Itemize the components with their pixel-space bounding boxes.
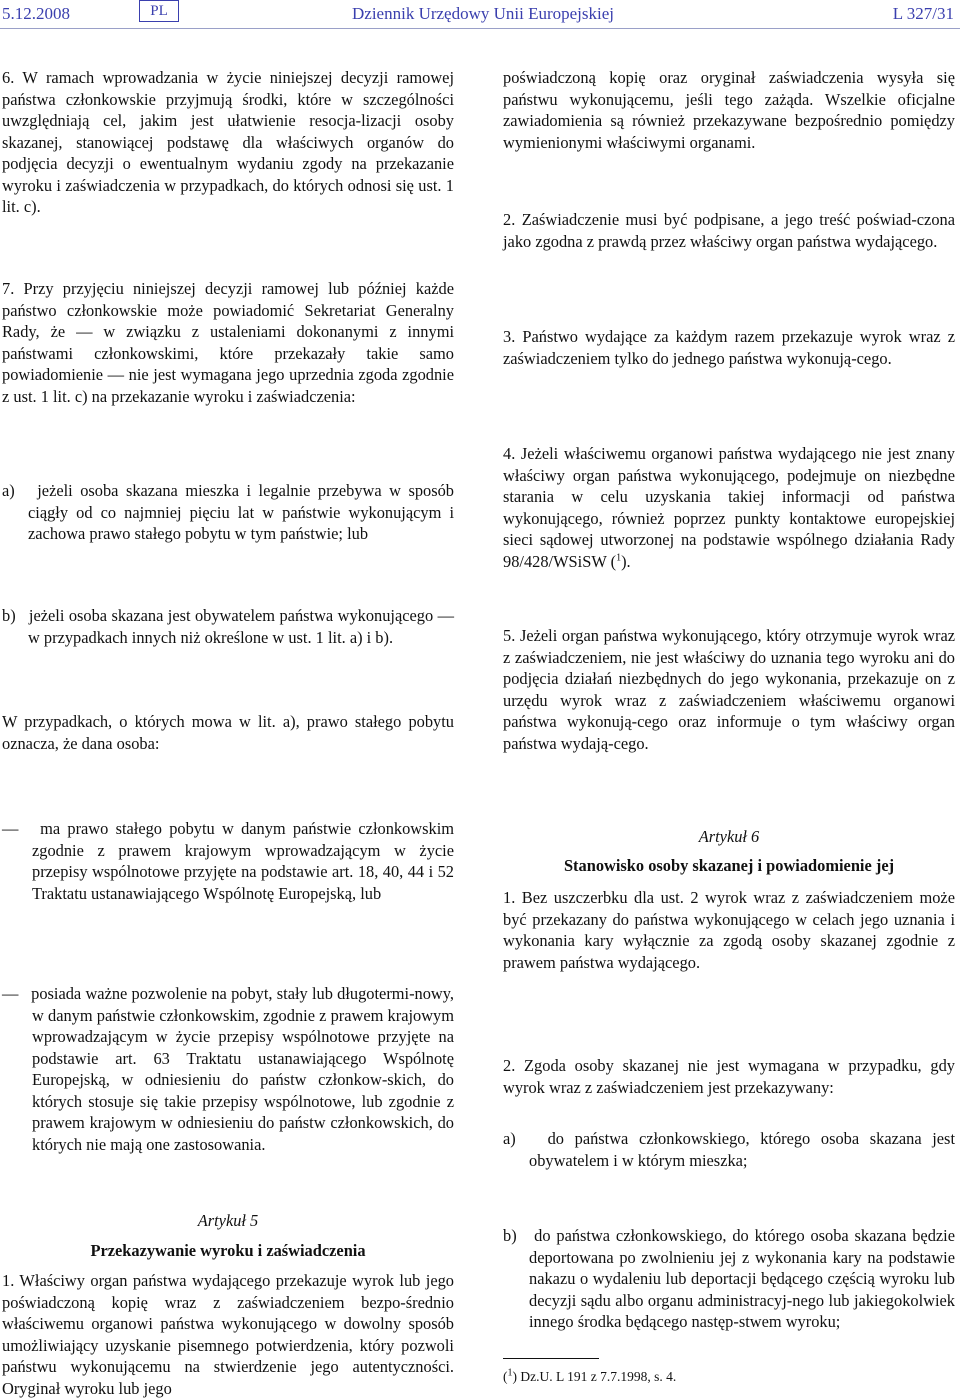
footnote-text: ) Dz.U. L 191 z 7.7.1998, s. 4.	[512, 1369, 677, 1384]
item-label: b)	[503, 1226, 517, 1245]
item-text: do państwa członkowskiego, do którego osoba skazana będzie deportowana po zwolnieniu jej z wykonania kary na podstawie nakazu o wydaleniu lub deportacji będącego częścią wyroku lub decyzji sądu albo organu administracyj-nego lub jakiegokolwiek innego środka będącego następ-stwem wyroku;	[529, 1226, 956, 1331]
footnote-open: (	[503, 1369, 508, 1384]
paragraph-7: 7. Przy przyjęciu niniejszej decyzji ramowej lub później każde państwo członkowskie może powiadomić Sekretariat Generalny Rady, że — w związku z ustaleniami dokonanymi z innymi państwami członkowskimi, które przekazały takie samo powiadomienie — nie jest wymagana jego uprzednia zgoda zgodnie z ust. 1 lit. c) na przekazanie wyroku i zaświadczenia:	[2, 279, 454, 406]
footnote	[503, 1368, 955, 1386]
dash-text: posiada ważne pozwolenie na pobyt, stały lub długotermi-nowy, w danym państwie członkowskim, zgodnie z prawem krajowym wprowadzającym w życie przepisy wspólnotowe przyjęte na podstawie art. 63 Traktatu ustanawiającego Wspólnotę Europejską, w odniesieniu do państw członkow-skich, do których stosuje się takie przepisy wspólnotowe, lub zgodnie z prawem krajowym w odniesieniu do państw członkowskich, do których nie mają one zastosowania.	[31, 984, 454, 1154]
dash-label: —	[2, 819, 19, 838]
permanent-residence-paragraph: W przypadkach, o których mowa w lit. a), prawo stałego pobytu oznacza, że dana osoba:	[2, 712, 454, 753]
article-6-paragraph-1: 1. Bez uszczerbku dla ust. 2 wyrok wraz z zaświadczeniem może być przekazany do państwa wykonującego w celach jego uznania i wykonania kary wyłącznie za zgodą osoby skazanej zgodnie z prawem państwa wydającego.	[503, 888, 955, 972]
publication-date: 5.12.2008	[2, 4, 70, 23]
item-label: a)	[2, 481, 15, 500]
footnote-rule	[503, 1358, 599, 1359]
page-header	[0, 0, 960, 34]
footnote-reference: 1	[616, 552, 622, 564]
footnote-number: 1	[507, 1367, 513, 1379]
page-reference: L 327/31	[892, 4, 954, 23]
article-5-paragraph-2: 2. Zaświadczenie musi być podpisane, a jego treść poświad-czona jako zgodna z prawdą przez właściwy organ państwa wydającego.	[503, 210, 955, 251]
item-text: jeżeli osoba skazana mieszka i legalnie przebywa w sposób ciągły od co najmniej pięciu lat w państwie wykonującym i zachowa prawo stałego pobytu w tym państwie; lub	[28, 481, 455, 543]
dash-text: ma prawo stałego pobytu w danym państwie członkowskim zgodnie z prawem krajowym wprowadzającym w życie przepisy wspólnotowe przyjęte na podstawie art. 18, 40, 44 i 52 Traktatu ustanawiającego Wspólnotę Europejską, lub	[32, 819, 455, 903]
list-item-b	[2, 605, 454, 648]
article-5-paragraph-1: 1. Właściwy organ państwa wydającego przekazuje wyrok lub jego poświadczoną kopię wraz z zaświadczeniem bezpo-średnio właściwemu organowi państwa wykonującego w dowolny sposób umożliwiający uzyskanie pisemnego potwierdzenia, który pozwoli państwu wykonującemu na stwierdzenie jego autentyczności. Oryginał wyroku lub jego	[2, 1271, 454, 1398]
dash-item-1	[2, 818, 454, 904]
article-6-title: Stanowisko osoby skazanej i powiadomienie jej	[563, 856, 895, 875]
article-6-item-a	[503, 1128, 955, 1171]
article-5-paragraph-5: 5. Jeżeli organ państwa wykonującego, który otrzymuje wyrok wraz z zaświadczeniem, nie jest właściwy do uznania tego wyroku ani do podjęcia działań niezbędnych do jego wykonania, przekazuje on z urzędu wyrok wraz z zaświadczeniem właściwemu organowi państwa wykonują-cego oraz informuje o tym właściwy organ państwa wydają-cego.	[503, 626, 955, 753]
item-text: do państwa członkowskiego, którego osoba skazana jest obywatelem i w którym mieszka;	[529, 1129, 955, 1170]
article-5-title: Przekazywanie wyroku i zaświadczenia	[90, 1241, 366, 1260]
paragraph-4-text: 4. Jeżeli właściwemu organowi państwa wydającego nie jest znany właściwy organ państwa wykonującego, podejmuje on niezbędne starania w celu uzyskania takiej informacji od państwa wykonującego, również poprzez punkty kontaktowe europejskiej sieci sądowej utworzonej na podstawie wspólnego działania Rady 98/428/WSiSW (	[503, 444, 955, 571]
article-6-number: Artykuł 6	[698, 827, 760, 846]
paragraph-4-end: ).	[621, 551, 631, 571]
article-6-item-b	[503, 1225, 955, 1333]
dash-item-2	[2, 983, 454, 1155]
list-item-a	[2, 480, 454, 545]
language-badge: PL	[139, 0, 179, 22]
item-text: jeżeli osoba skazana jest obywatelem państwa wykonującego — w przypadkach innych niż określone w ust. 1 lit. a) i b).	[28, 606, 455, 647]
article-5-paragraph-4	[503, 443, 955, 572]
article-5-continuation: poświadczoną kopię oraz oryginał zaświadczenia wysyła się państwu wykonującemu, jeśli tego zażąda. Wszelkie oficjalne zawiadomienia są również przekazywane bezpośrednio pomiędzy wymienionymi właściwymi organami.	[503, 68, 955, 152]
journal-title: Dziennik Urzędowy Unii Europejskiej	[352, 4, 615, 23]
item-label: b)	[2, 606, 16, 625]
article-5-paragraph-3: 3. Państwo wydające za każdym razem przekazuje wyrok wraz z zaświadczeniem tylko do jednego państwa wykonują-cego.	[503, 327, 955, 368]
header-rule	[0, 28, 960, 29]
paragraph-6: 6. W ramach wprowadzania w życie niniejszej decyzji ramowej państwa członkowskie przyjmują środki, które w szczególności uwzględniają cel, jakim jest ułatwienie resocja-lizacji osoby skazanej, stanowiącej podstawę dla właściwych organów do podjęcia decyzji o ewentualnym wydaniu zgody na przekazanie wyroku i zaświadczenia w przypadkach, do których odnosi się ust. 1 lit. c).	[2, 68, 454, 216]
article-6-paragraph-2: 2. Zgoda osoby skazanej nie jest wymagana w przypadku, gdy wyrok wraz z zaświadczeniem jest przekazywany:	[503, 1056, 955, 1097]
article-5-number: Artykuł 5	[197, 1211, 259, 1230]
item-label: a)	[503, 1129, 516, 1148]
dash-label: —	[2, 984, 19, 1003]
